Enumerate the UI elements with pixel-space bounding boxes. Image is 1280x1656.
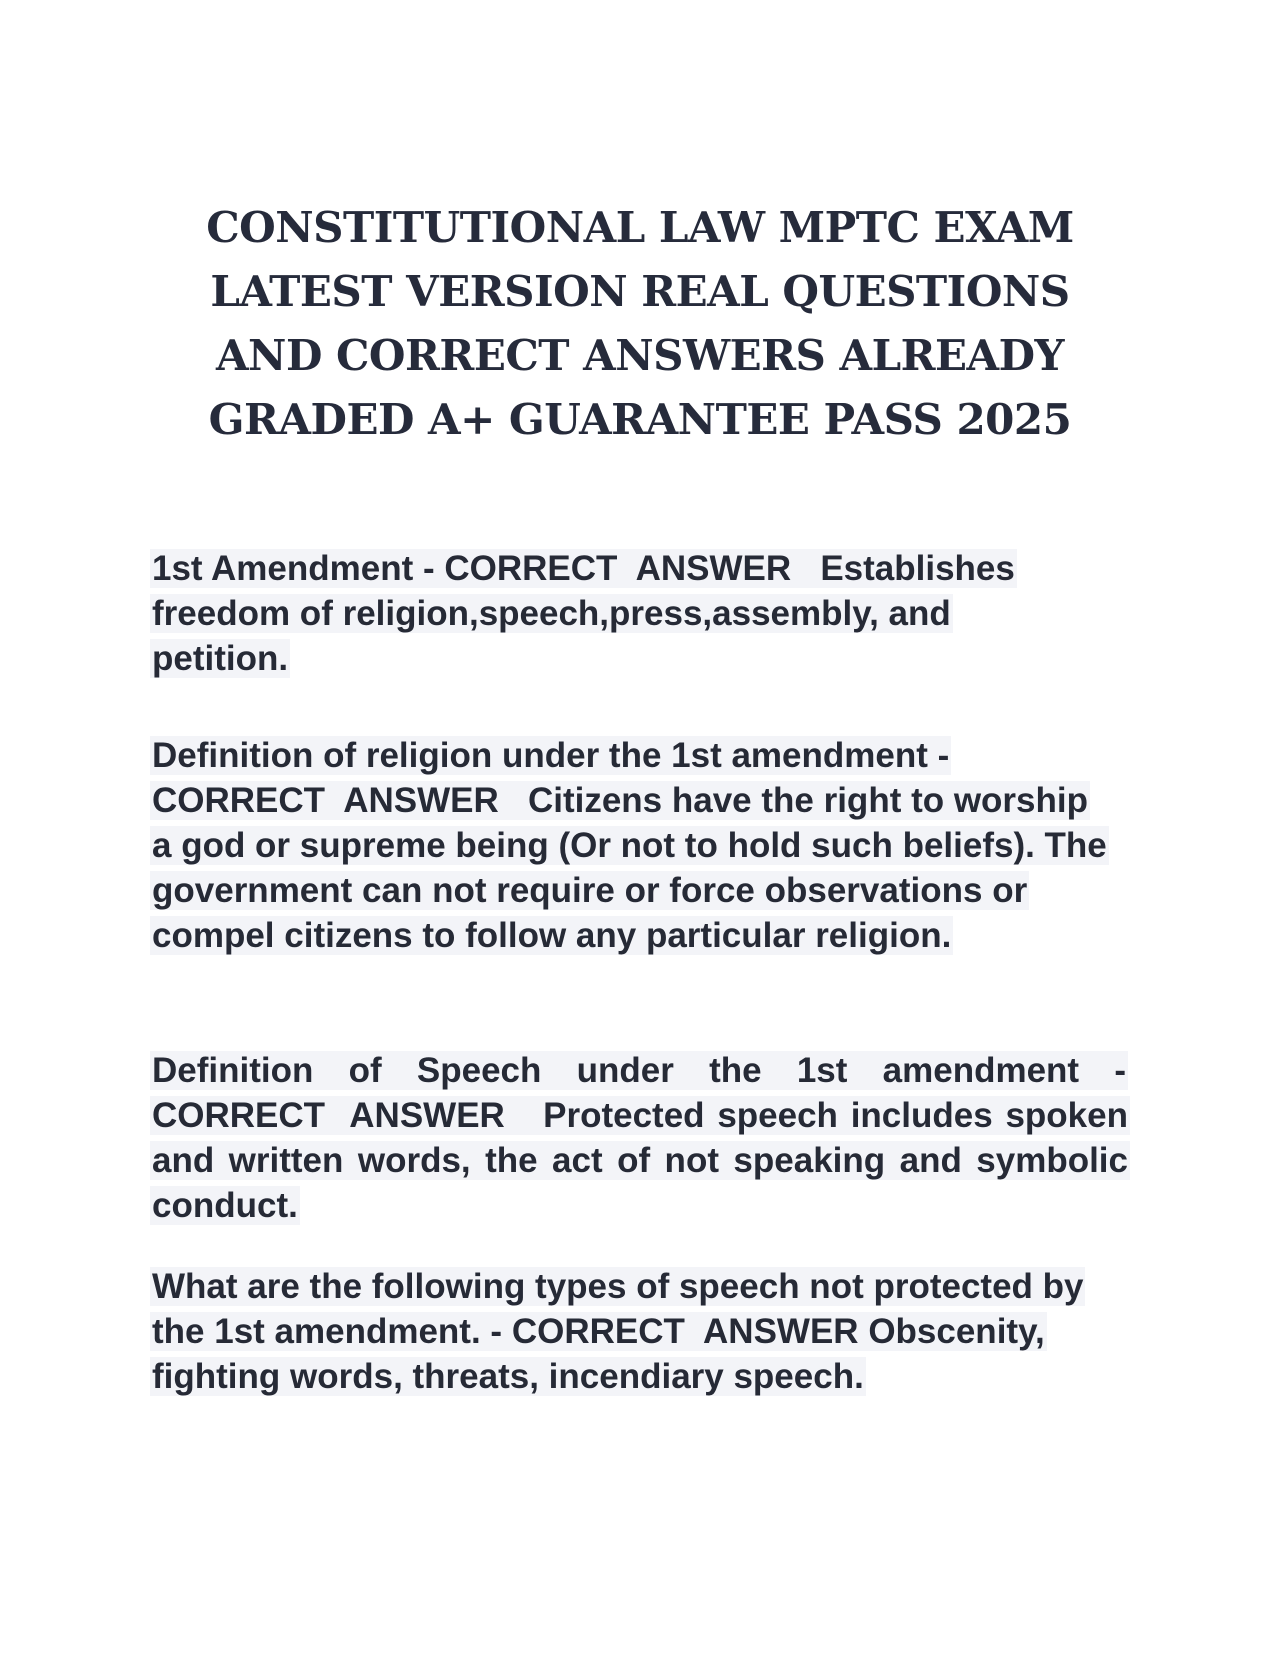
qa-answer: Citizens have the right to worship a god or supreme being (Or not to hold such beliefs). The government can not require or force observations or compel citizens to follow any particular religion. (152, 781, 1107, 955)
qa-answer-label: CORRECT ANSWER (444, 549, 792, 588)
qa-answer-label: CORRECT ANSWER (152, 1096, 505, 1135)
title-line: CONSTITUTIONAL LAW MPTC EXAM (206, 203, 1074, 252)
title-line: LATEST VERSION REAL QUESTIONS (210, 267, 1070, 316)
qa-question: What are the following types of speech not protected by the 1st amendment. - (152, 1267, 1084, 1351)
qa-answer-label: CORRECT ANSWER (152, 781, 499, 820)
qa-item (150, 733, 1110, 958)
qa-item (150, 1264, 1130, 1399)
qa-answer: Establishes freedom of religion,speech,press,assembly, and petition. (152, 549, 1015, 678)
qa-answer: Obscenity, fighting words, threats, incendiary speech. (152, 1312, 1045, 1396)
qa-item (150, 1048, 1130, 1228)
title-line: AND CORRECT ANSWERS ALREADY (215, 331, 1065, 380)
document-title (140, 196, 1140, 452)
qa-answer: Protected speech includes spoken and written words, the act of not speaking and symbolic conduct. (152, 1096, 1128, 1225)
qa-item (150, 546, 1090, 681)
title-line: GRADED A+ GUARANTEE PASS 2025 (208, 395, 1072, 444)
qa-question: 1st Amendment - (152, 549, 435, 588)
qa-question: Definition of Speech under the 1st amendment - (152, 1051, 1126, 1090)
qa-question: Definition of religion under the 1st amendment - (152, 736, 950, 775)
qa-answer-label: CORRECT ANSWER (511, 1312, 859, 1351)
